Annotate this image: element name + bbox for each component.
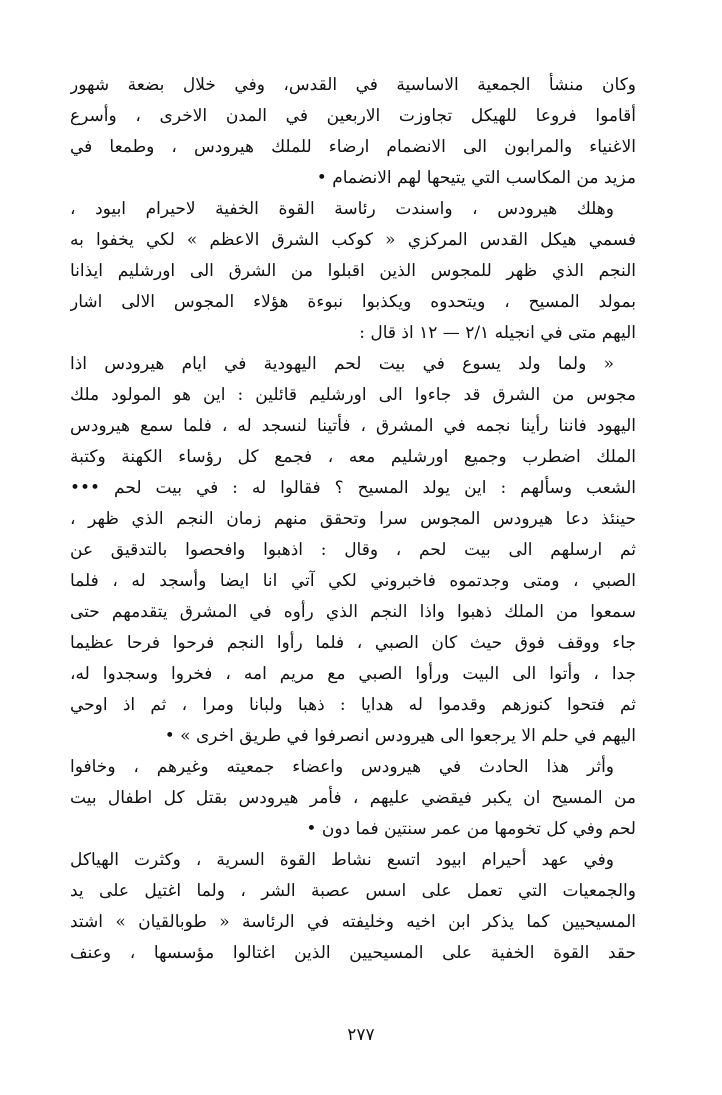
text-line: اليهود فاننا رأينا نجمه في المشرق ، فأتينا لنسجد له ، فلما سمع هيرودس xyxy=(70,416,636,436)
text-line: ثم ارسلهم الى بيت لحم ، وقال : اذهبوا وافحصوا بالتدقيق عن xyxy=(70,540,636,560)
text-line: فسمي هيكل القدس المركزي « كوكب الشرق الاعظم » لكي يخفوا به xyxy=(70,230,636,250)
text-line: المسيحيين كما يذكر ابن اخيه وخليفته في الرئاسة « طوبالقيان » اشتد xyxy=(70,912,636,932)
text-line: جدا ، وأتوا الى البيت ورأوا الصبي مع مريم امه ، فخروا وسجدوا له، xyxy=(70,664,636,684)
text-line: أقاموا فروعا للهيكل تجاوزت الاربعين في المدن الاخرى ، وأسرع xyxy=(70,106,636,126)
text-line: اليهم في حلم الا يرجعوا الى هيرودس انصرفوا في طريق اخرى » • xyxy=(164,726,636,746)
text-line: وهلك هيرودس ، واسندت رئاسة القوة الخفية لاحيرام ابيود ، xyxy=(70,199,614,219)
text-line: ثم فتحوا كنوزهم وقدموا له هدايا : ذهبا ولبانا ومرا ، ثم اذ اوحي xyxy=(70,695,636,715)
text-line: حينئذ دعا هيرودس المجوس سرا وتحقق منهم زمان النجم الذي ظهر ، xyxy=(70,509,636,529)
text-line: الشعب وسألهم : اين يولد المسيح ؟ فقالوا له : في بيت لحم ••• xyxy=(70,478,636,498)
text-line: النجم الذي ظهر للمجوس الذين اقبلوا من الشرق الى اورشليم ايذانا xyxy=(70,261,636,281)
text-line: مجوس من الشرق قد جاءوا الى اورشليم قائلين : اين هو المولود ملك xyxy=(70,385,636,405)
text-line: بمولد المسيح ، ويتحدوه ويكذبوا نبوءة هؤلاء المجوس الالى اشار xyxy=(70,292,636,312)
text-line: وأثر هذا الحادث في هيرودس واعضاء جمعيته وغيرهم ، وخافوا xyxy=(70,757,614,777)
text-line: مزيد من المكاسب التي يتيحها لهم الانضمام • xyxy=(316,168,636,188)
page-number: ٢٧٧ xyxy=(347,1025,375,1045)
text-line: حقد القوة الخفية على المسيحيين الذين اغتالوا مؤسسها ، وعنف xyxy=(70,943,636,963)
body-text xyxy=(70,70,636,969)
text-line: وفي عهد أحيرام ابيود اتسع نشاط القوة السرية ، وكثرت الهياكل xyxy=(70,850,614,870)
text-line: سمعوا من الملك ذهبوا واذا النجم الذي رأوه في المشرق يتقدمهم حتى xyxy=(70,602,636,622)
text-line: وكان منشأ الجمعية الاساسية في القدس، وفي خلال بضعة شهور xyxy=(70,75,636,95)
text-line: والجمعيات التي تعمل على اسس عصبة الشر ، ولما اغتيل على يد xyxy=(70,881,636,901)
text-line: اليهم متى في انجيله ٢/١ — ١٢ اذ قال : xyxy=(359,323,636,343)
text-line: لحم وفي كل تخومها من عمر سنتين فما دون • xyxy=(306,819,636,839)
text-line: الملك اضطرب وجميع اورشليم معه ، فجمع كل رؤساء الكهنة وكتبة xyxy=(70,447,636,467)
text-line: الاغنياء والمرابون الى الانضمام ارضاء للملك هيرودس ، وطمعا في xyxy=(70,137,636,157)
text-line: جاء ووقف فوق حيث كان الصبي ، فلما رأوا النجم فرحوا فرحا عظيما xyxy=(70,633,636,653)
text-line: من المسيح ان يكبر فيقضي عليهم ، فأمر هيرودس بقتل كل اطفال بيت xyxy=(70,788,636,808)
text-line: « ولما ولد يسوع في بيت لحم اليهودية في ايام هيرودس اذا xyxy=(70,354,614,374)
text-line: الصبي ، ومتى وجدتموه فاخبروني لكي آتي انا ايضا وأسجد له ، فلما xyxy=(70,571,636,591)
